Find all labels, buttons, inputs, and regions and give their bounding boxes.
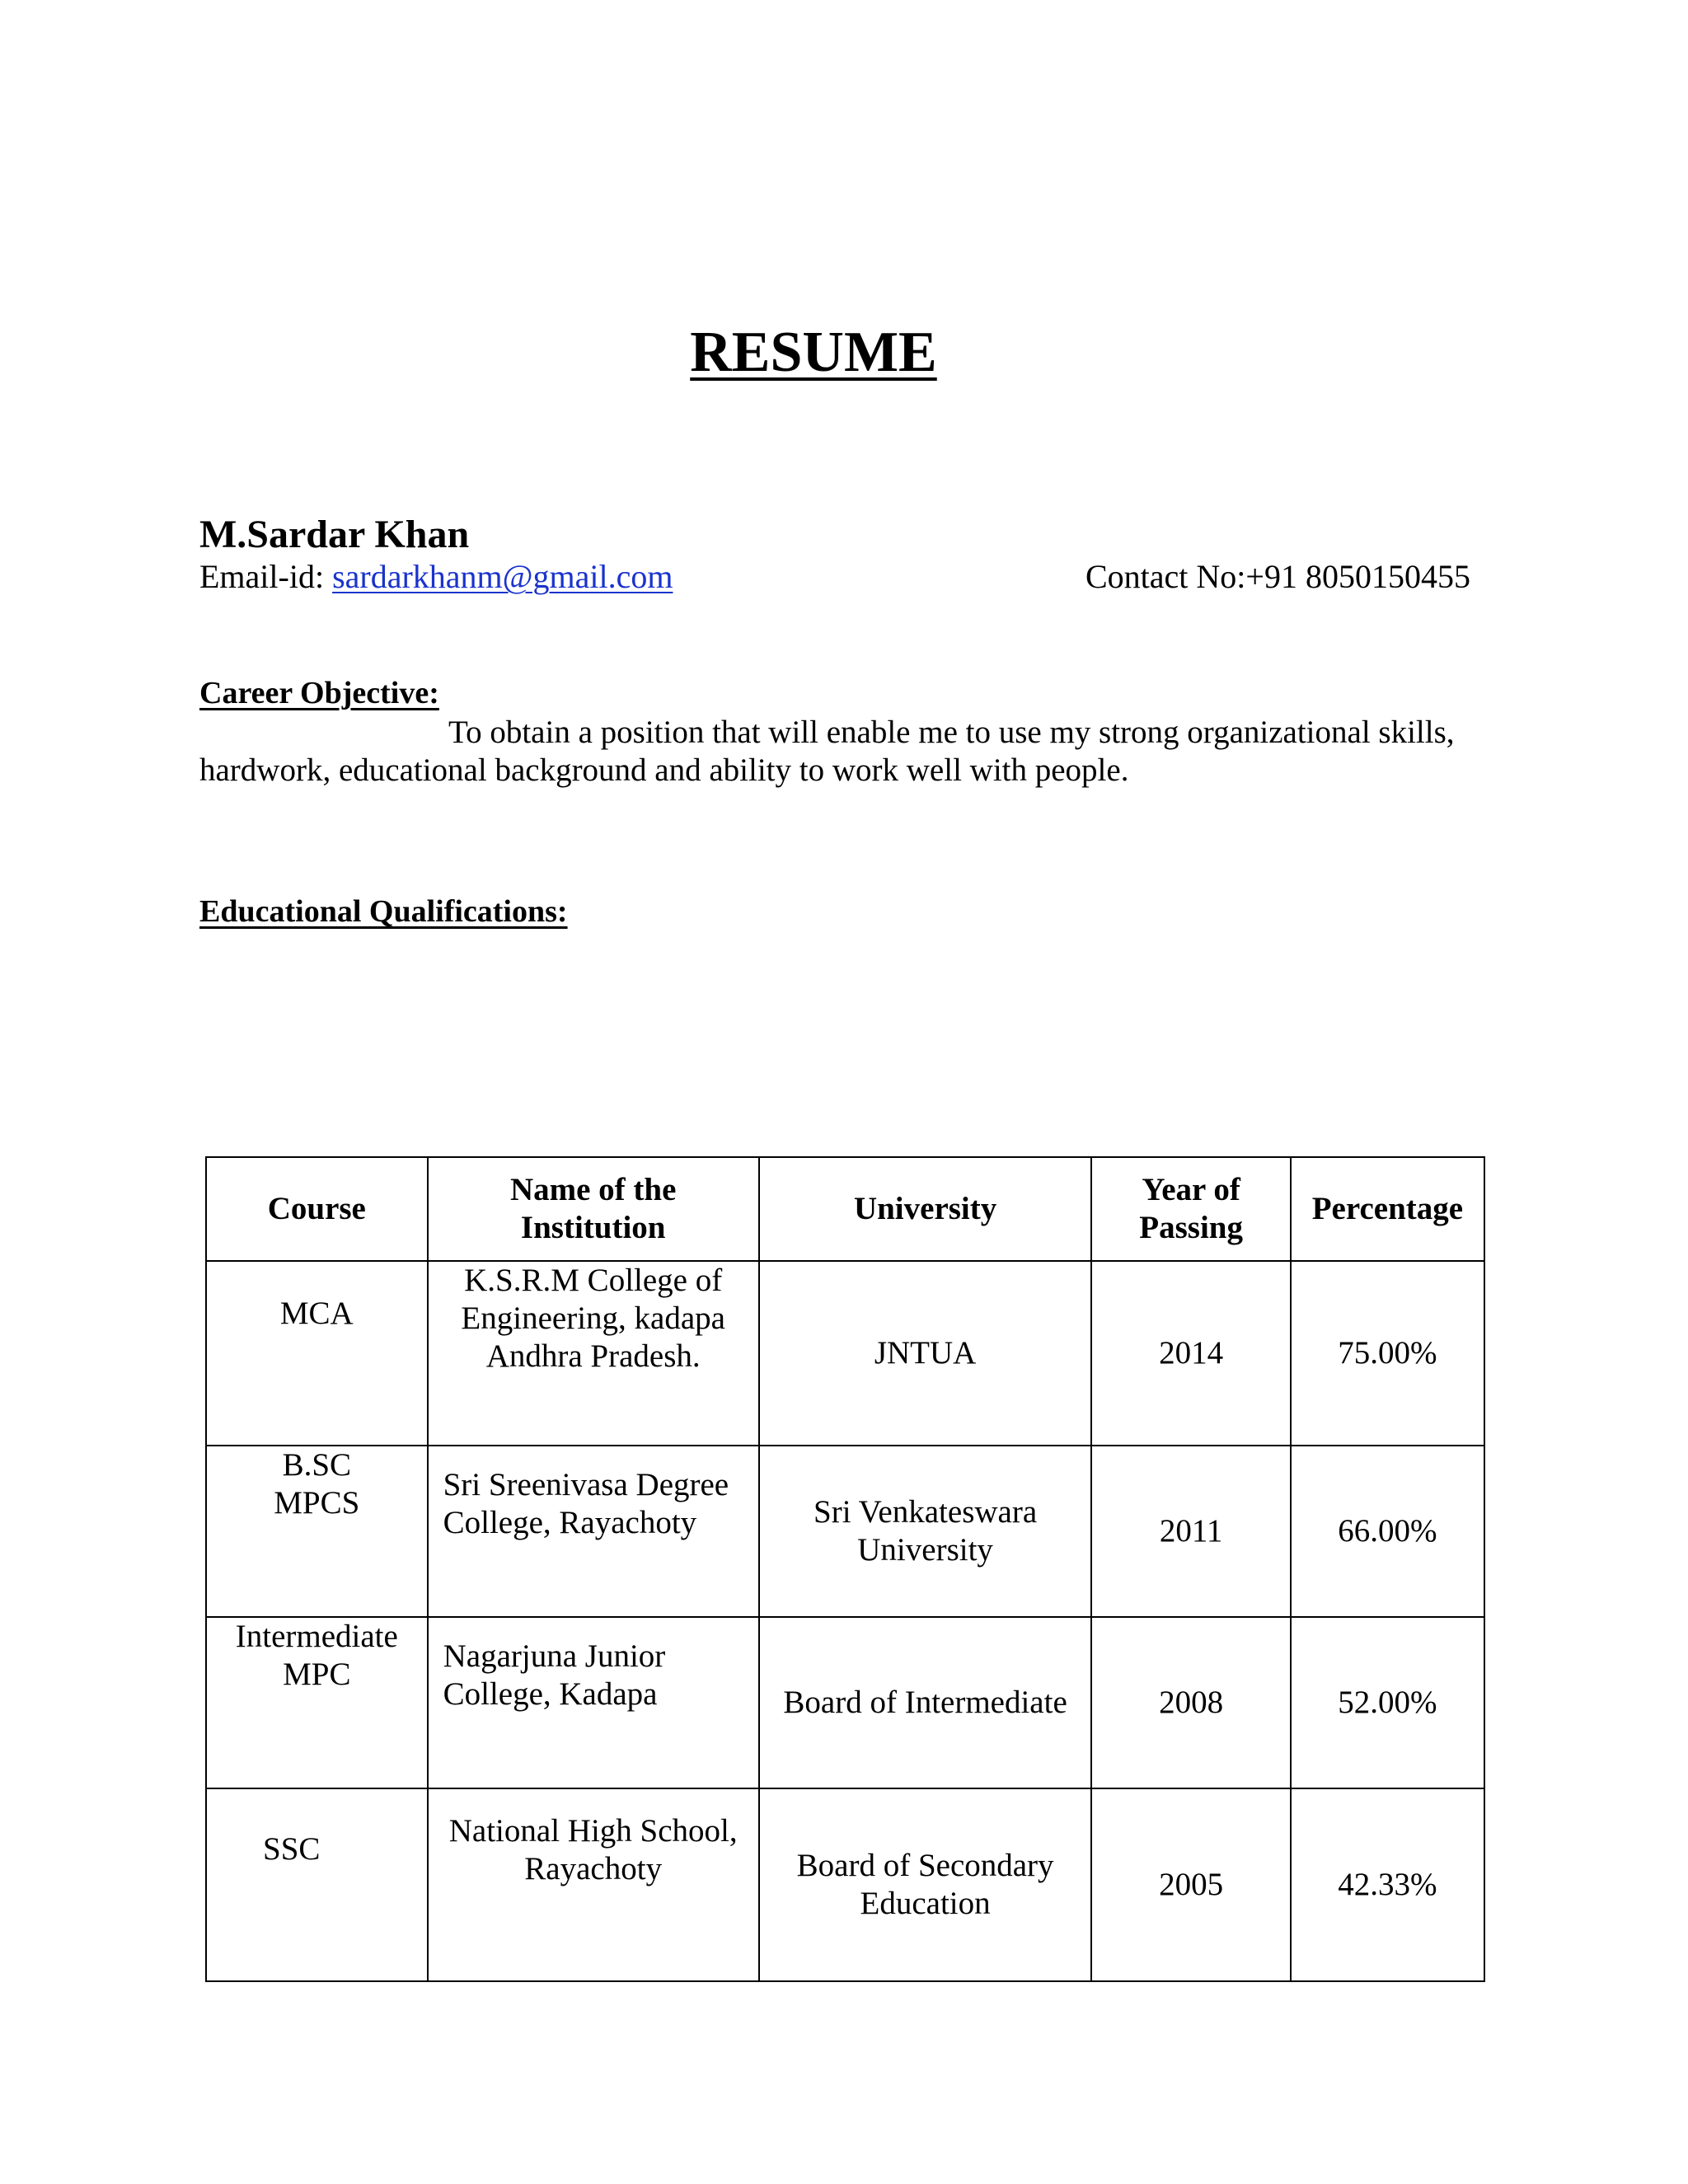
contact-number: Contact No:+91 8050150455 — [1085, 558, 1470, 595]
institution-line: K.S.R.M College of — [464, 1263, 723, 1298]
university-line: Education — [860, 1886, 991, 1921]
year-cell: 2005 — [1091, 1788, 1290, 1981]
year-cell: 2014 — [1091, 1261, 1290, 1446]
course-line: SSC — [263, 1831, 321, 1867]
university-cell — [759, 1617, 1092, 1788]
header-year — [1091, 1157, 1290, 1261]
percentage-cell: 52.00% — [1291, 1617, 1484, 1788]
table-row — [206, 1788, 1484, 1981]
institution-cell — [428, 1261, 759, 1446]
contact-row — [199, 560, 1469, 593]
education-table — [205, 1156, 1485, 1982]
course-line: MPC — [283, 1657, 351, 1692]
percentage-cell: 42.33% — [1291, 1788, 1484, 1981]
institution-line: Nagarjuna Junior — [443, 1638, 666, 1674]
course-line: MCA — [279, 1296, 354, 1331]
resume-title: RESUME — [690, 321, 937, 384]
course-cell — [206, 1261, 428, 1446]
institution-cell — [428, 1788, 759, 1981]
university-line: University — [857, 1532, 993, 1568]
institution-line: Sri Sreenivasa Degree — [443, 1467, 729, 1502]
header-course: Course — [206, 1157, 428, 1261]
institution-line: National High School, — [448, 1813, 738, 1849]
institution-line: Rayachoty — [524, 1851, 663, 1886]
table-row — [206, 1261, 1484, 1446]
header-institution-line: Institution — [520, 1210, 666, 1245]
institution-cell — [428, 1617, 759, 1788]
course-line: MPCS — [274, 1485, 360, 1521]
career-objective-heading: Career Objective: — [199, 676, 439, 710]
university-line: JNTUA — [874, 1335, 977, 1371]
university-line: Board of Secondary — [796, 1848, 1054, 1883]
percentage-cell: 66.00% — [1291, 1446, 1484, 1617]
university-cell — [759, 1788, 1092, 1981]
institution-line: Engineering, kadapa — [461, 1301, 725, 1336]
header-percentage: Percentage — [1291, 1157, 1484, 1261]
course-cell — [206, 1617, 428, 1788]
institution-line: College, Kadapa — [443, 1676, 658, 1712]
header-institution-line: Name of the — [509, 1172, 677, 1207]
educational-qualifications-heading: Educational Qualifications: — [199, 894, 568, 929]
university-cell — [759, 1446, 1092, 1617]
percentage-cell: 75.00% — [1291, 1261, 1484, 1446]
career-objective-text: To obtain a position that will enable me to use my strong organizational skills, hardwork, educational background and ability to work well with people. — [199, 715, 1455, 788]
email-link[interactable]: sardarkhanm@gmail.com — [332, 558, 673, 595]
header-institution — [428, 1157, 759, 1261]
header-year-line: Passing — [1139, 1210, 1243, 1245]
email-label: Email-id: — [199, 558, 333, 595]
year-cell: 2008 — [1091, 1617, 1290, 1788]
institution-line: Andhra Pradesh. — [485, 1338, 701, 1374]
table-row — [206, 1446, 1484, 1617]
course-cell — [206, 1788, 428, 1981]
university-line: Board of Intermediate — [783, 1685, 1067, 1720]
course-line: Intermediate — [235, 1619, 398, 1654]
header-year-line: Year of — [1142, 1172, 1240, 1207]
university-line: Sri Venkateswara — [814, 1494, 1038, 1530]
header-university: University — [759, 1157, 1092, 1261]
course-line: B.SC — [282, 1447, 352, 1483]
course-cell — [206, 1446, 428, 1617]
institution-line: College, Rayachoty — [443, 1505, 697, 1540]
candidate-name: M.Sardar Khan — [199, 513, 470, 556]
table-header-row — [206, 1157, 1484, 1261]
institution-cell — [428, 1446, 759, 1617]
table-row — [206, 1617, 1484, 1788]
university-cell — [759, 1261, 1092, 1446]
year-cell: 2011 — [1091, 1446, 1290, 1617]
